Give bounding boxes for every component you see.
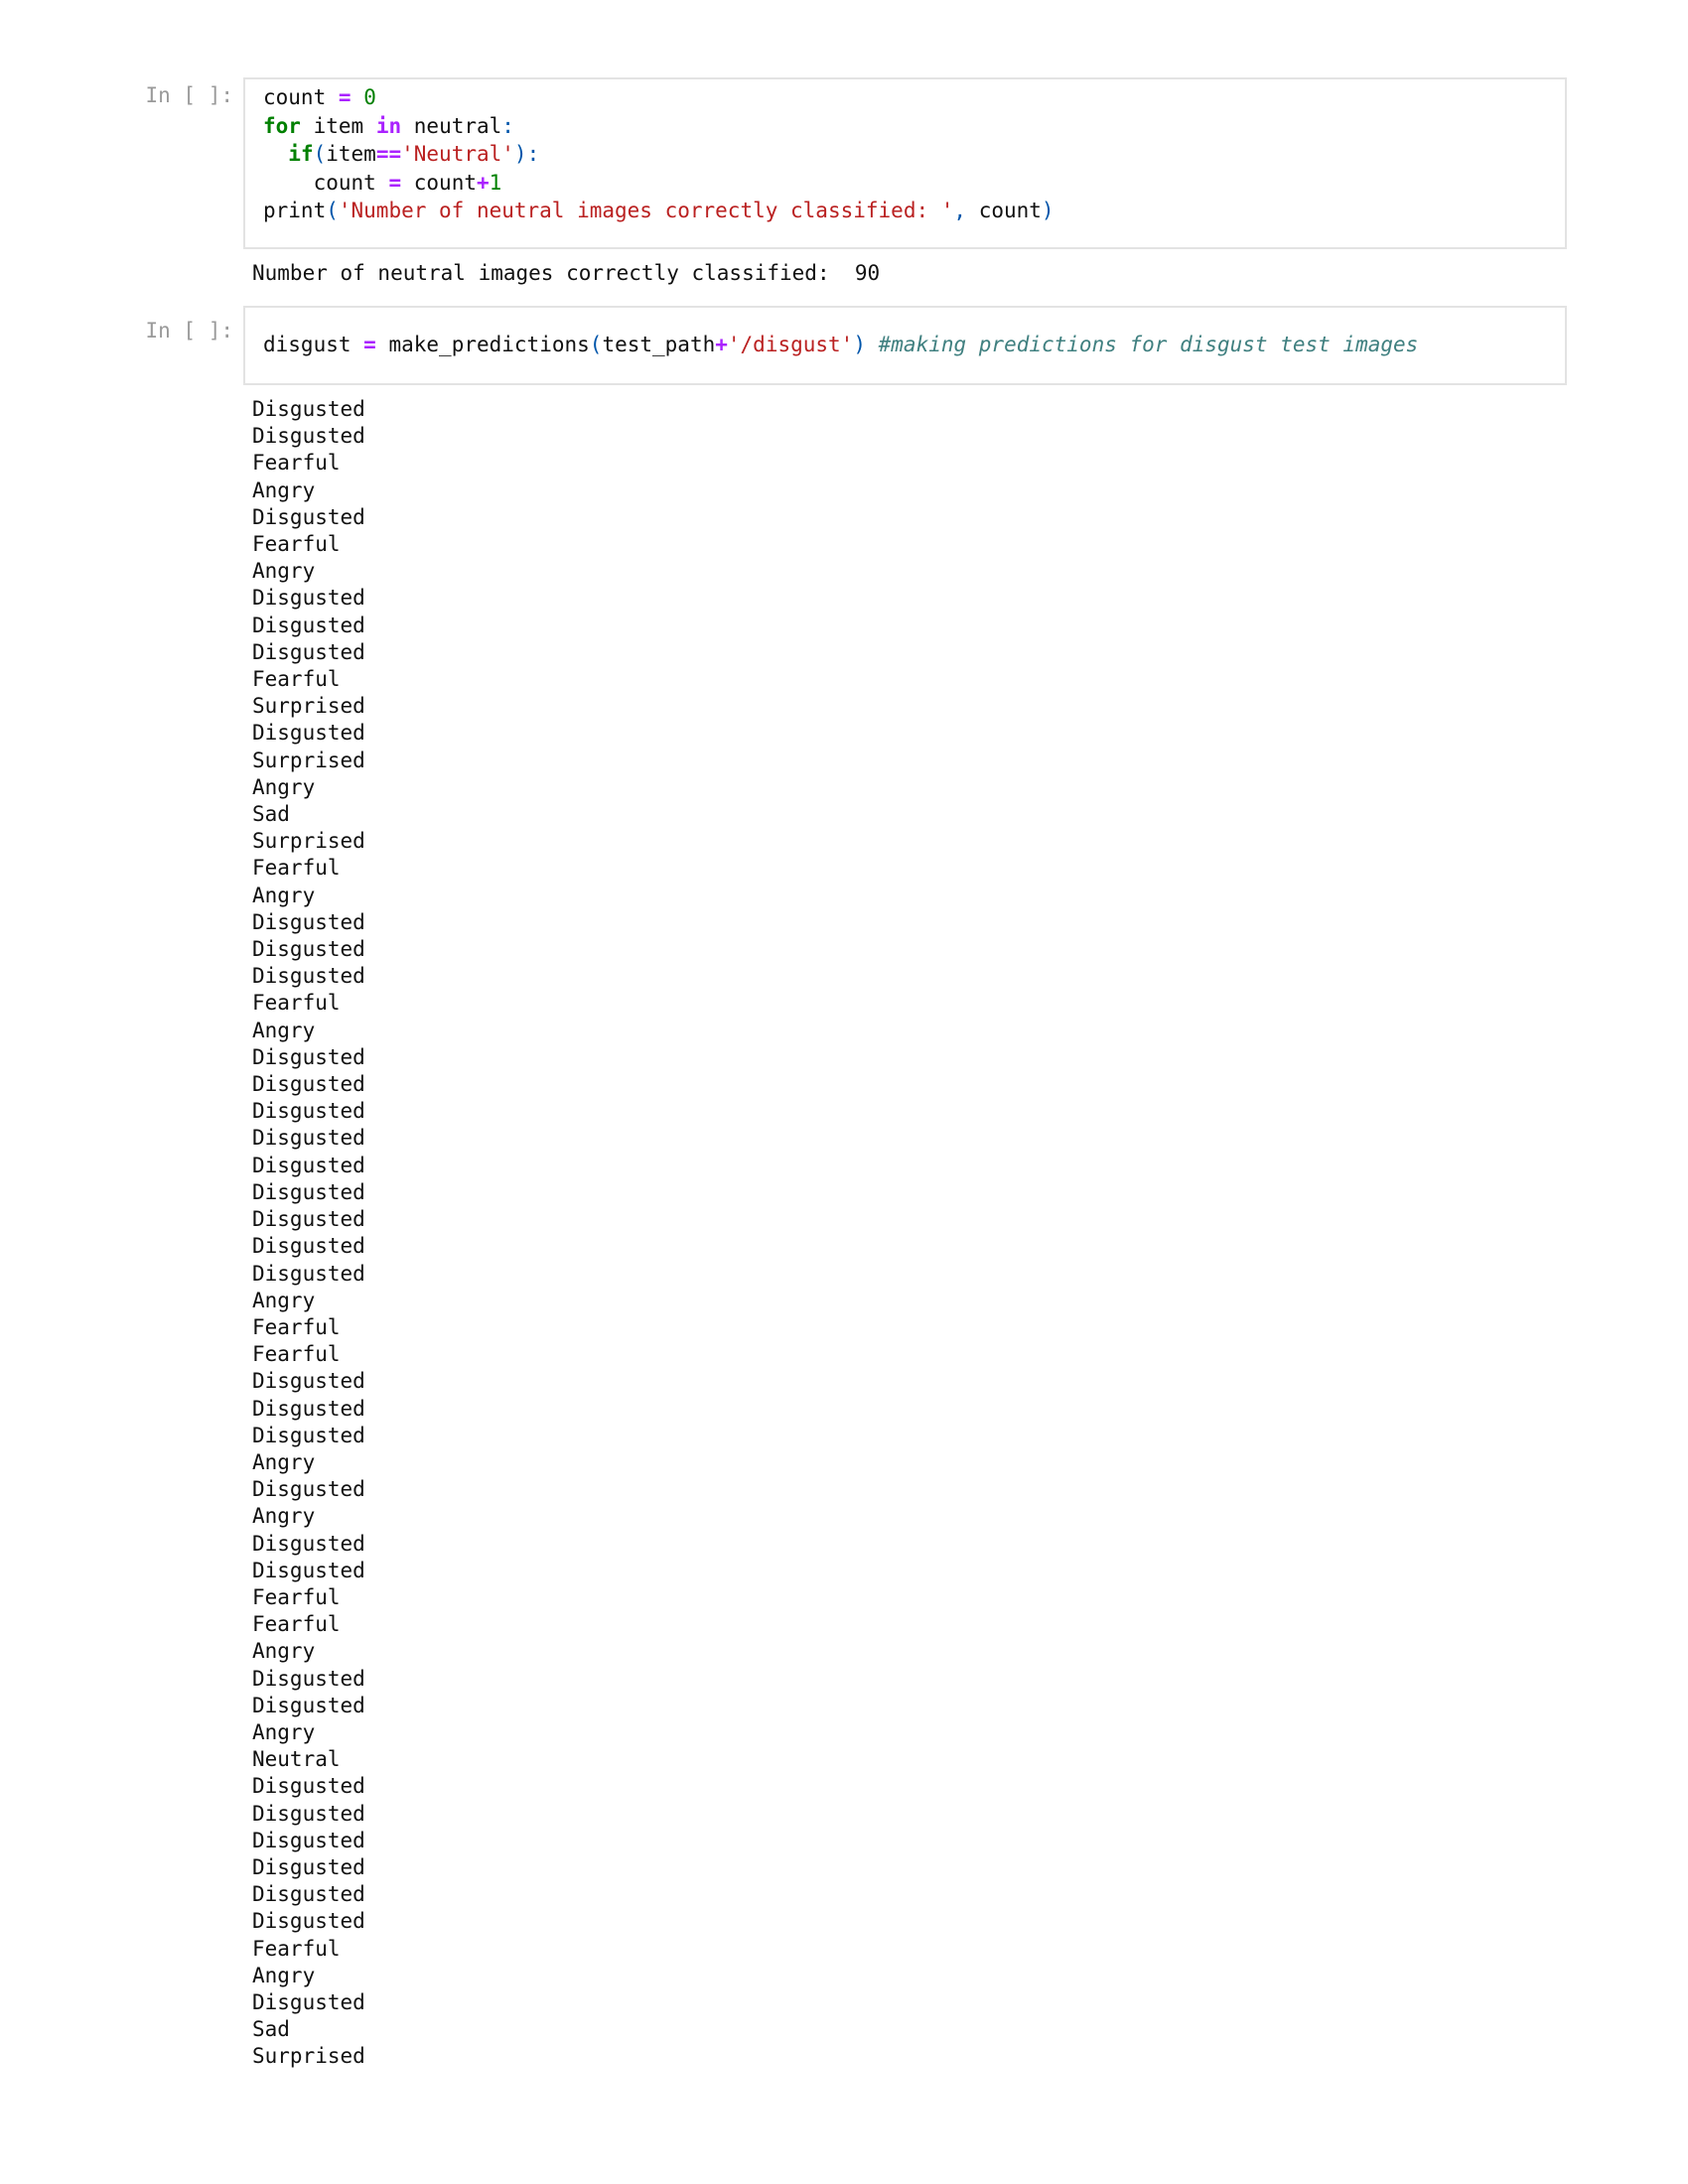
output-line: Disgusted (252, 1369, 365, 1394)
output-line: Neutral (252, 1747, 341, 1772)
output-line: Disgusted (252, 1207, 365, 1232)
code-line-1: count = 0 (263, 85, 376, 109)
output-line: Disgusted (252, 1666, 365, 1691)
cell-2-output (252, 396, 365, 2071)
output-line: Disgusted (252, 1234, 365, 1259)
output-line: Disgusted (252, 586, 365, 611)
output-line: Disgusted (252, 397, 365, 421)
output-line: Angry (252, 1963, 316, 1987)
output-line: Disgusted (252, 1558, 365, 1582)
cell-1-code (245, 83, 1565, 225)
output-line: Disgusted (252, 909, 365, 934)
output-line: Disgusted (252, 639, 365, 664)
output-line: Angry (252, 1639, 316, 1664)
output-line: Disgusted (252, 1909, 365, 1934)
output-line: Disgusted (252, 1126, 365, 1151)
cell-1-prompt: In [ ]: (145, 83, 233, 107)
output-line: Angry (252, 559, 316, 584)
output-line: Angry (252, 883, 316, 907)
output-line: Disgusted (252, 1477, 365, 1502)
cell-1-code-editor[interactable] (243, 77, 1567, 249)
output-line: Disgusted (252, 1423, 365, 1447)
output-line: Fearful (252, 1612, 341, 1637)
output-line: Angry (252, 478, 316, 502)
output-line: Surprised (252, 748, 365, 772)
output-line: Fearful (252, 532, 341, 557)
output-line: Fearful (252, 1342, 341, 1367)
output-line: Fearful (252, 667, 341, 692)
output-line: Sad (252, 2017, 290, 2042)
output-line: Disgusted (252, 721, 365, 746)
output-line: Fearful (252, 451, 341, 476)
output-line: Surprised (252, 694, 365, 719)
output-line: Disgusted (252, 1854, 365, 1879)
output-line: Disgusted (252, 1801, 365, 1826)
code-line-3: if(item=='Neutral'): (288, 142, 540, 166)
output-line: Angry (252, 1018, 316, 1042)
output-line: Disgusted (252, 1153, 365, 1177)
output-line: Disgusted (252, 1099, 365, 1124)
output-line: Disgusted (252, 964, 365, 989)
cell-2-code-editor[interactable] (243, 306, 1567, 385)
output-line: Sad (252, 802, 290, 827)
output-line: Angry (252, 1719, 316, 1744)
output-line: Fearful (252, 1936, 341, 1961)
output-line: Disgusted (252, 1989, 365, 2014)
output-line: Angry (252, 1288, 316, 1312)
output-line: Surprised (252, 829, 365, 854)
output-line: Disgusted (252, 937, 365, 962)
output-line: Angry (252, 1504, 316, 1529)
code-line-5: print('Number of neutral images correctly classified: ', count) (263, 199, 1055, 222)
output-line: Disgusted (252, 1882, 365, 1907)
cell-1-output: Number of neutral images correctly classified: 90 (252, 261, 881, 285)
output-line: Disgusted (252, 1072, 365, 1097)
output-line: Disgusted (252, 1396, 365, 1421)
output-line: Disgusted (252, 1693, 365, 1717)
output-line: Disgusted (252, 1774, 365, 1799)
output-line: Angry (252, 774, 316, 799)
cell-2-code: disgust = make_predictions(test_path+'/disgust') #making predictions for disgust test images (263, 333, 1419, 356)
output-line: Angry (252, 1449, 316, 1474)
output-line: Surprised (252, 2044, 365, 2069)
output-line: Disgusted (252, 504, 365, 529)
output-line: Disgusted (252, 424, 365, 449)
code-line-2: for item in neutral: (263, 113, 514, 138)
output-line: Disgusted (252, 1531, 365, 1556)
code-line-4: count = count+1 (313, 170, 502, 195)
cell-2-prompt: In [ ]: (145, 319, 233, 342)
output-line: Disgusted (252, 1044, 365, 1069)
output-line: Disgusted (252, 1261, 365, 1286)
output-line: Fearful (252, 1584, 341, 1609)
output-line: Fearful (252, 856, 341, 881)
output-line: Fearful (252, 991, 341, 1016)
output-line: Disgusted (252, 1828, 365, 1852)
output-line: Disgusted (252, 1179, 365, 1204)
output-line: Fearful (252, 1314, 341, 1339)
output-line: Disgusted (252, 613, 365, 637)
